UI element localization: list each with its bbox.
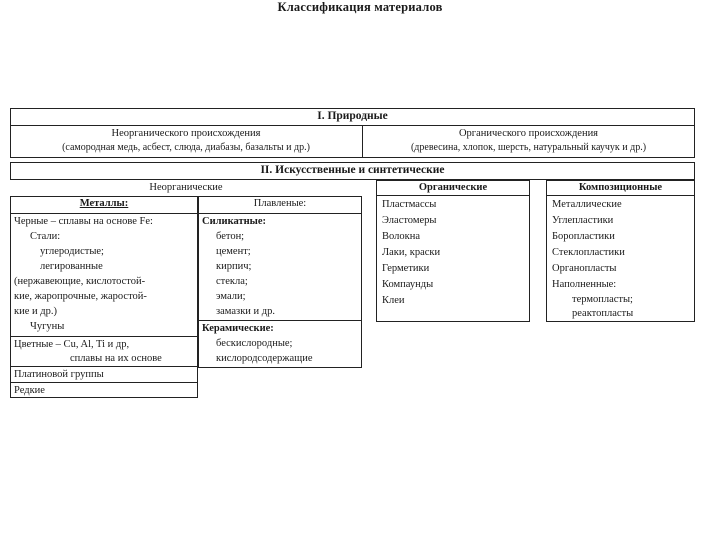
natural-heading: I. Природные	[317, 110, 388, 122]
natural-organic-examples: (древесина, хлопок, шерсть, натуральный каучук и др.)	[410, 142, 647, 153]
page-title: Классификация материалов	[277, 0, 443, 14]
ceramic-item: кислородсодержащие	[216, 353, 313, 364]
metals-line: (нержавеющие, кислотостой-	[14, 276, 146, 287]
natural-organic-label: Органического происхождения	[458, 128, 599, 139]
organic-item: Волокна	[382, 231, 420, 242]
silicate-item: цемент;	[216, 246, 251, 257]
nonferrous-line: Цветные – Cu, Al, Ti и др,	[14, 339, 130, 350]
composite-item: Углепластики	[552, 215, 614, 226]
composite-item: Стеклопластики	[552, 247, 625, 258]
composite-item: Органопласты	[552, 263, 617, 274]
silicate-header: Силикатные:	[202, 216, 267, 227]
silicate-item: замазки и др.	[216, 306, 275, 317]
silicate-item: стекла;	[216, 276, 248, 287]
organic-label: Органические	[418, 182, 488, 193]
organic-item: Клеи	[382, 295, 405, 306]
rare-metals: Редкие	[14, 385, 45, 396]
metals-header: Металлы:	[79, 198, 129, 209]
organic-item: Компаунды	[382, 279, 434, 290]
composite-item: термопласты;	[572, 294, 633, 305]
composite-item: Боропластики	[552, 231, 615, 242]
natural-divider	[10, 125, 695, 126]
metals-line: Стали:	[30, 231, 61, 242]
nonferrous-line: сплавы на их основе	[70, 353, 162, 364]
inorganic-label: Неорганические	[149, 182, 223, 193]
composite-header-divider	[546, 195, 695, 196]
organic-item: Эластомеры	[382, 215, 437, 226]
metals-line: Чугуны	[30, 321, 65, 332]
platinum-group: Платиновой группы	[14, 369, 104, 380]
organic-item: Лаки, краски	[382, 247, 441, 258]
composite-label: Композиционные	[578, 182, 663, 193]
organic-header-divider	[376, 195, 530, 196]
fused-header: Плавленые:	[253, 198, 307, 209]
natural-inorganic-label: Неорганического происхождения	[111, 128, 261, 139]
composite-item: реактопласты	[572, 308, 634, 319]
composite-item: Металлические	[552, 199, 622, 210]
composite-item: Наполненные:	[552, 279, 617, 290]
silicate-item: эмали;	[216, 291, 246, 302]
metals-line: углеродистые;	[40, 246, 104, 257]
metals-line: Черные – сплавы на основе Fe:	[14, 216, 153, 227]
metals-line: кие и др.)	[14, 306, 57, 317]
metals-line: легированные	[40, 261, 103, 272]
silicate-item: кирпич;	[216, 261, 252, 272]
synthetic-heading: II. Искусственные и синтетические	[260, 164, 445, 176]
ceramic-header: Керамические:	[202, 323, 274, 334]
silicate-item: бетон;	[216, 231, 245, 242]
organic-item: Герметики	[382, 263, 430, 274]
natural-inorganic-examples: (самородная медь, асбест, слюда, диабазы, базальты и др.)	[62, 142, 310, 153]
ceramic-item: бескислородные;	[216, 338, 293, 349]
organic-item: Пластмассы	[382, 199, 437, 210]
metals-line: кие, жаропрочные, жаростой-	[14, 291, 147, 302]
